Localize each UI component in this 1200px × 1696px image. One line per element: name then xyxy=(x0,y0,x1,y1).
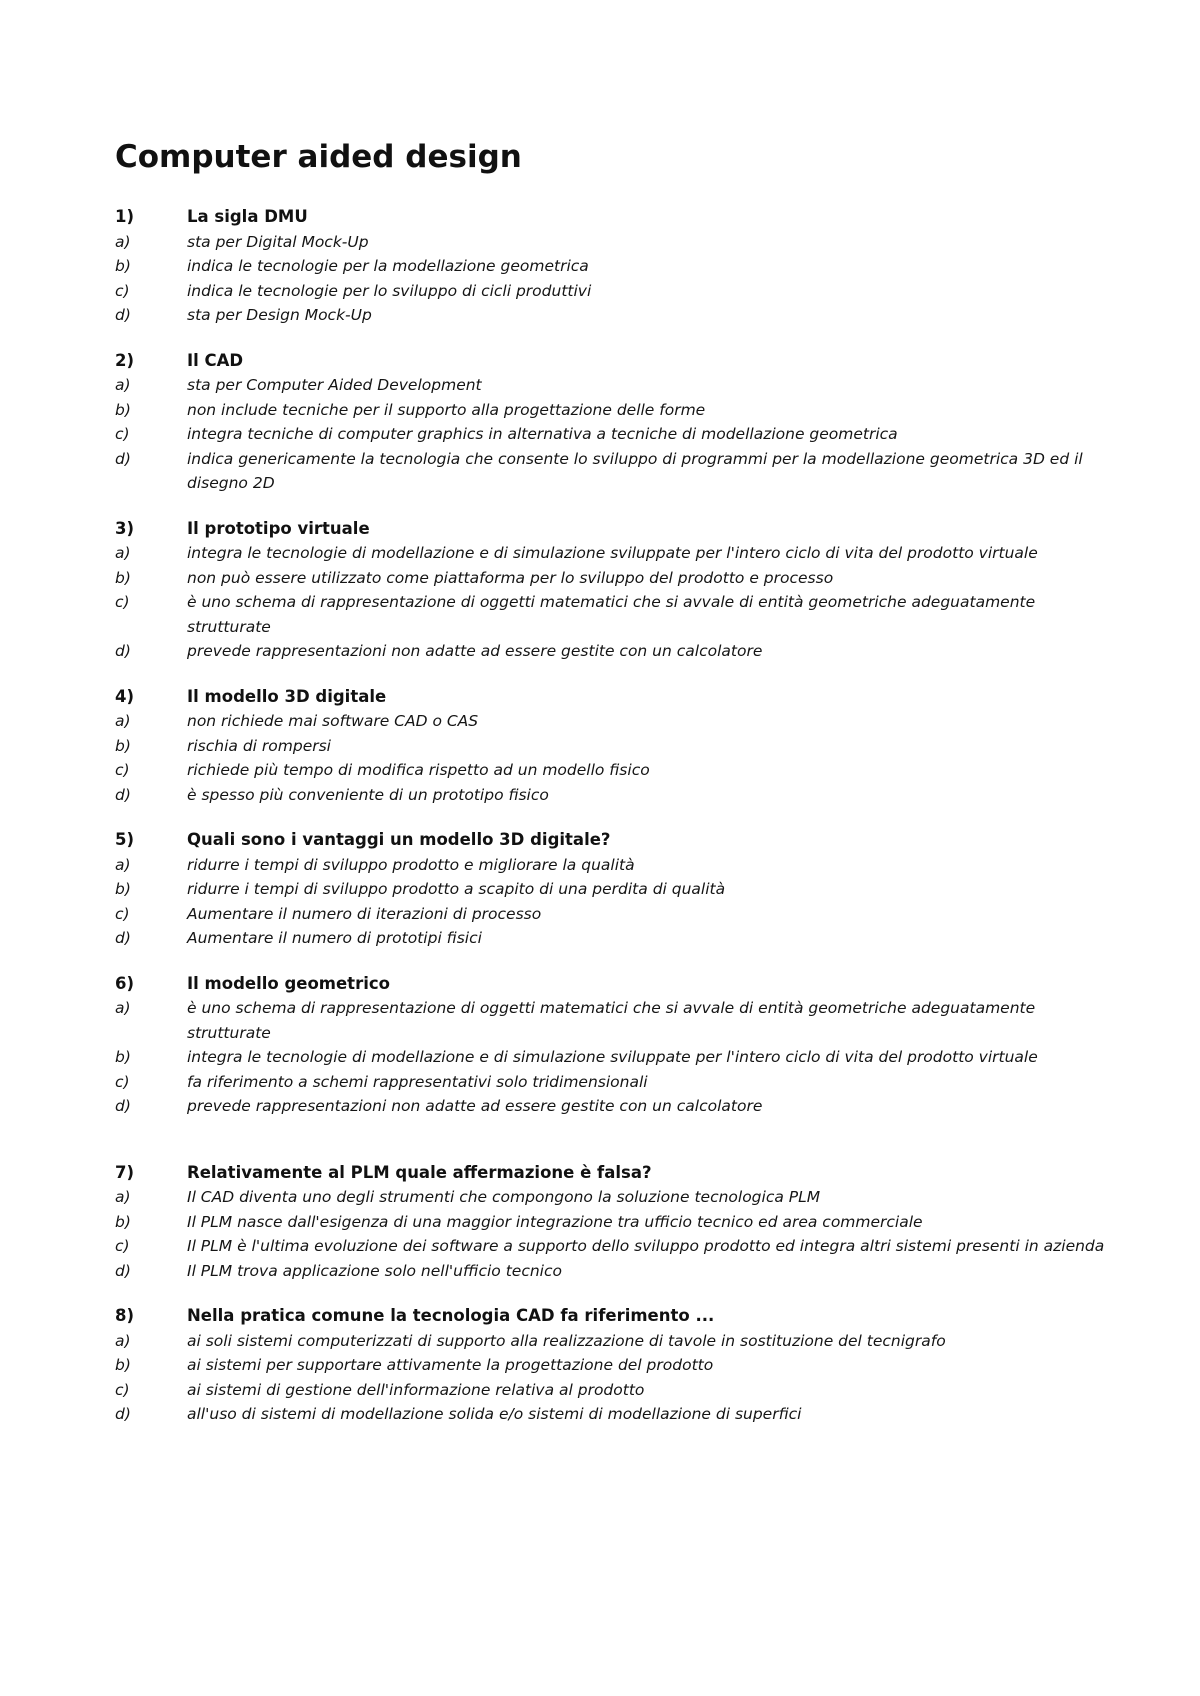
option-letter: b) xyxy=(115,400,131,419)
option-text: indica le tecnologie per la modellazione geometrica xyxy=(187,257,589,275)
question-header xyxy=(115,685,1105,710)
option-letter: c) xyxy=(115,1380,130,1399)
answer-option xyxy=(115,926,1105,951)
answer-option xyxy=(115,902,1105,927)
option-text: sta per Digital Mock-Up xyxy=(187,232,369,251)
option-text: indica genericamente la tecnologia che consente lo sviluppo di programmi per la modellazione geometrica 3D ed il disegno 2D xyxy=(187,449,1083,492)
option-letter: c) xyxy=(115,1072,130,1091)
option-text: Il PLM nasce dall'esigenza di una maggior integrazione tra ufficio tecnico ed area commerciale xyxy=(187,1212,923,1231)
option-letter: b) xyxy=(115,568,131,587)
option-letter: d) xyxy=(115,306,131,324)
answer-option xyxy=(115,1402,1105,1427)
option-text: Aumentare il numero di iterazioni di processo xyxy=(187,904,542,923)
option-letter: d) xyxy=(115,785,131,804)
option-letter: c) xyxy=(115,281,130,300)
question-block xyxy=(115,972,1105,1119)
question-block xyxy=(115,1304,1105,1427)
option-letter: b) xyxy=(115,880,131,898)
question-number: 7) xyxy=(115,1162,135,1182)
answer-option xyxy=(115,254,1105,279)
option-text: Aumentare il numero di prototipi fisici xyxy=(187,929,482,947)
answer-option xyxy=(115,1070,1105,1095)
option-text: sta per Computer Aided Development xyxy=(187,376,482,394)
option-letter: b) xyxy=(115,736,131,755)
question-header xyxy=(115,349,1105,374)
option-letter: c) xyxy=(115,593,130,611)
question-block xyxy=(115,349,1105,496)
option-letter: d) xyxy=(115,1261,131,1280)
option-text: ai sistemi per supportare attivamente la progettazione del prodotto xyxy=(187,1356,714,1374)
answer-option xyxy=(115,877,1105,902)
question-text: Il prototipo virtuale xyxy=(187,518,370,538)
question-header xyxy=(115,517,1105,542)
option-text: fa riferimento a schemi rappresentativi solo tridimensionali xyxy=(187,1072,648,1091)
question-header xyxy=(115,828,1105,853)
option-letter: c) xyxy=(115,1237,130,1255)
question-header xyxy=(115,1161,1105,1186)
question-number: 3) xyxy=(115,518,135,538)
question-number: 8) xyxy=(115,1306,135,1325)
option-letter: d) xyxy=(115,1405,131,1423)
answer-option xyxy=(115,422,1105,447)
answer-option xyxy=(115,303,1105,328)
answer-option xyxy=(115,1210,1105,1235)
question-header xyxy=(115,972,1105,997)
answer-option xyxy=(115,996,1105,1045)
option-letter: a) xyxy=(115,712,131,730)
option-text: all'uso di sistemi di modellazione solida e/o sistemi di modellazione di superfici xyxy=(187,1405,802,1423)
option-letter: a) xyxy=(115,1188,131,1206)
question-block xyxy=(115,828,1105,951)
answer-option xyxy=(115,1045,1105,1070)
option-text: richiede più tempo di modifica rispetto ad un modello fisico xyxy=(187,761,650,779)
option-text: è uno schema di rappresentazione di oggetti matematici che si avvale di entità geometriche adeguatamente strutturate xyxy=(187,999,1036,1042)
option-text: integra tecniche di computer graphics in alternativa a tecniche di modellazione geometrica xyxy=(187,425,898,443)
question-number: 1) xyxy=(115,207,135,226)
answer-option xyxy=(115,1259,1105,1284)
option-letter: a) xyxy=(115,999,131,1017)
option-letter: b) xyxy=(115,1048,131,1066)
answer-option xyxy=(115,758,1105,783)
answer-option xyxy=(115,1185,1105,1210)
answer-option xyxy=(115,1378,1105,1403)
option-letter: d) xyxy=(115,642,131,660)
option-text: prevede rappresentazioni non adatte ad essere gestite con un calcolatore xyxy=(187,1097,763,1115)
answer-option xyxy=(115,398,1105,423)
answer-option xyxy=(115,1353,1105,1378)
option-letter: a) xyxy=(115,232,131,251)
option-text: Il PLM trova applicazione solo nell'ufficio tecnico xyxy=(187,1261,562,1280)
option-letter: b) xyxy=(115,1356,131,1374)
question-text: Il modello geometrico xyxy=(187,973,390,993)
option-text: non include tecniche per il supporto alla progettazione delle forme xyxy=(187,400,706,419)
option-text: non può essere utilizzato come piattaforma per lo sviluppo del prodotto e processo xyxy=(187,568,834,587)
option-text: Il CAD diventa uno degli strumenti che compongono la soluzione tecnologica PLM xyxy=(187,1188,821,1206)
option-text: sta per Design Mock-Up xyxy=(187,306,372,324)
answer-option xyxy=(115,590,1105,639)
question-block xyxy=(115,205,1105,328)
question-number: 6) xyxy=(115,973,135,993)
option-text: è spesso più conveniente di un prototipo fisico xyxy=(187,785,549,804)
option-letter: a) xyxy=(115,1331,131,1350)
answer-option xyxy=(115,1094,1105,1119)
question-number: 4) xyxy=(115,686,135,706)
answer-option xyxy=(115,373,1105,398)
option-text: non richiede mai software CAD o CAS xyxy=(187,712,479,730)
question-text: Nella pratica comune la tecnologia CAD fa riferimento ... xyxy=(187,1306,715,1325)
question-list xyxy=(115,205,1105,1448)
option-letter: b) xyxy=(115,1212,131,1231)
option-text: integra le tecnologie di modellazione e di simulazione sviluppate per l'intero ciclo di vita del prodotto virtuale xyxy=(187,1048,1038,1066)
option-letter: a) xyxy=(115,855,131,874)
answer-option xyxy=(115,566,1105,591)
option-text: è uno schema di rappresentazione di oggetti matematici che si avvale di entità geometriche adeguatamente strutturate xyxy=(187,593,1036,636)
option-text: ridurre i tempi di sviluppo prodotto a scapito di una perdita di qualità xyxy=(187,880,726,898)
answer-option xyxy=(115,639,1105,664)
question-text: Il modello 3D digitale xyxy=(187,686,387,706)
question-number: 2) xyxy=(115,350,135,370)
question-header xyxy=(115,1304,1105,1329)
page-title: Computer aided design xyxy=(115,139,522,175)
question-block xyxy=(115,517,1105,664)
question-text: Relativamente al PLM quale affermazione è falsa? xyxy=(187,1162,652,1182)
option-text: ai sistemi di gestione dell'informazione relativa al prodotto xyxy=(187,1380,645,1399)
option-letter: d) xyxy=(115,929,131,947)
option-letter: d) xyxy=(115,1097,131,1115)
answer-option xyxy=(115,734,1105,759)
answer-option xyxy=(115,853,1105,878)
option-letter: b) xyxy=(115,257,131,275)
question-text: Quali sono i vantaggi un modello 3D digitale? xyxy=(187,830,611,849)
option-letter: c) xyxy=(115,425,130,443)
answer-option xyxy=(115,1234,1105,1259)
answer-option xyxy=(115,783,1105,808)
question-block xyxy=(115,685,1105,808)
option-letter: c) xyxy=(115,761,130,779)
answer-option xyxy=(115,230,1105,255)
question-number: 5) xyxy=(115,830,135,849)
question-block xyxy=(115,1161,1105,1284)
question-text: La sigla DMU xyxy=(187,207,308,226)
answer-option xyxy=(115,279,1105,304)
option-text: ai soli sistemi computerizzati di supporto alla realizzazione di tavole in sostituzione del tecnigrafo xyxy=(187,1331,946,1350)
option-text: rischia di rompersi xyxy=(187,736,331,755)
answer-option xyxy=(115,709,1105,734)
option-letter: a) xyxy=(115,376,131,394)
option-letter: d) xyxy=(115,449,131,468)
option-text: prevede rappresentazioni non adatte ad essere gestite con un calcolatore xyxy=(187,642,763,660)
option-text: Il PLM è l'ultima evoluzione dei software a supporto dello sviluppo prodotto ed integra altri sistemi presenti in azienda xyxy=(187,1237,1105,1255)
question-text: Il CAD xyxy=(187,350,244,370)
question-header xyxy=(115,205,1105,230)
option-text: indica le tecnologie per lo sviluppo di cicli produttivi xyxy=(187,281,592,300)
option-text: integra le tecnologie di modellazione e di simulazione sviluppate per l'intero ciclo di vita del prodotto virtuale xyxy=(187,544,1038,562)
answer-option xyxy=(115,1329,1105,1354)
option-letter: c) xyxy=(115,904,130,923)
option-text: ridurre i tempi di sviluppo prodotto e migliorare la qualità xyxy=(187,855,635,874)
option-letter: a) xyxy=(115,544,131,562)
answer-option xyxy=(115,447,1105,496)
answer-option xyxy=(115,541,1105,566)
